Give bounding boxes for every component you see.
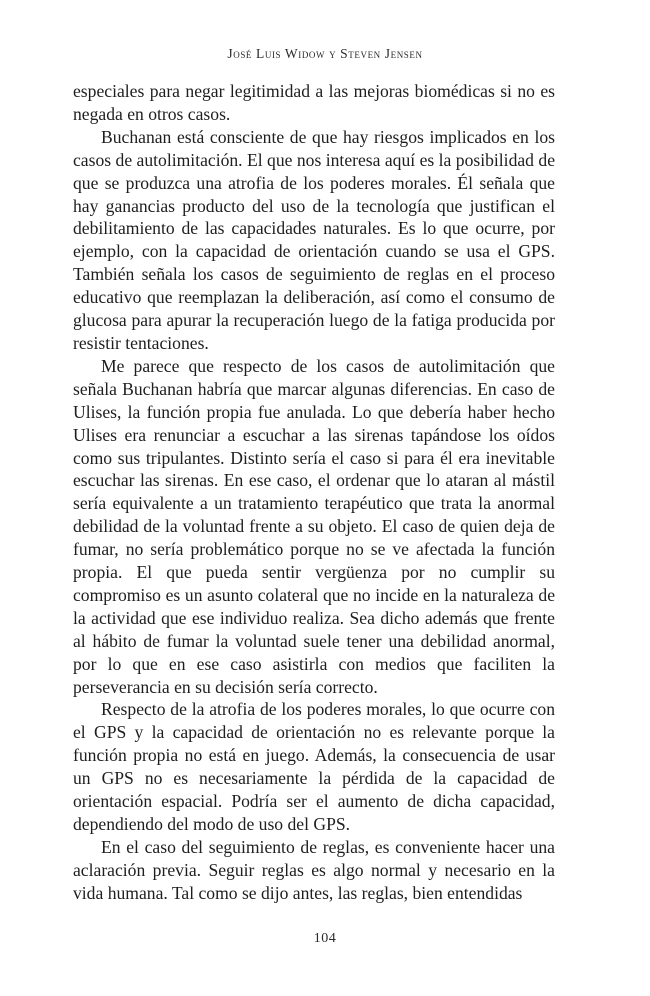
paragraph: En el caso del seguimiento de reglas, es conveniente hacer una aclaración previa. Seguir reglas es algo normal y necesario en la vida humana. Tal como se dijo antes, las reglas, bien entendidas (73, 836, 555, 903)
paragraph: Respecto de la atrofia de los poderes morales, lo que ocurre con el GPS y la capacidad de orientación no es relevante porque la función propia no está en juego. Además, la consecuencia de usar un GPS no es necesariamente la pérdida de la capacidad de orientación espacial. Podría ser el aumento de dicha capacidad, dependiendo del modo de uso del GPS. (73, 699, 555, 834)
paragraph: Me parece que respecto de los casos de autolimitación que señala Buchanan habría que marcar algunas diferencias. En caso de Ulises, la función propia fue anulada. Lo que debería haber hecho Ulises era renunciar a escuchar a las sirenas tapándose los oídos como sus tripulantes. Distinto sería el caso si para él era inevitable escuchar las sirenas. En ese caso, el ordenar que lo ataran al mástil sería equivalente a un tratamiento terapéutico que trata la anormal debilidad de la voluntad frente a su objeto. El caso de quien deja de fumar, no sería problemático porque no se ve afectada la función propia. El que pueda sentir vergüenza por no cumplir su compromiso es un asunto colateral que no incide en la naturaleza de la actividad que ese individuo realiza. Sea dicho además que frente al hábito de fumar la voluntad suele tener una debilidad anormal, por lo que en ese caso asistirla con medios que faciliten la perseverancia en su decisión sería correcto. (73, 355, 555, 697)
body-text (73, 80, 555, 905)
paragraph-continuation: especiales para negar legitimidad a las mejoras biomédicas si no es negada en otros casos. (73, 81, 555, 124)
paragraph: Buchanan está consciente de que hay riesgos implicados en los casos de autolimitación. El que nos interesa aquí es la posibilidad de que se produzca una atrofia de los poderes morales. Él señala que hay ganancias producto del uso de la tecnología que justifican el debilitamiento de las capacidades naturales. Es lo que ocurre, por ejemplo, con la capacidad de orientación cuando se usa el GPS. También señala los casos de seguimiento de reglas en el proceso educativo que reemplazan la deliberación, así como el consumo de glucosa para apurar la recuperación luego de la fatiga producida por resistir tentaciones. (73, 126, 555, 353)
page-number: 104 (313, 931, 337, 946)
running-header: José Luis Widow y Steven Jensen (227, 46, 423, 61)
